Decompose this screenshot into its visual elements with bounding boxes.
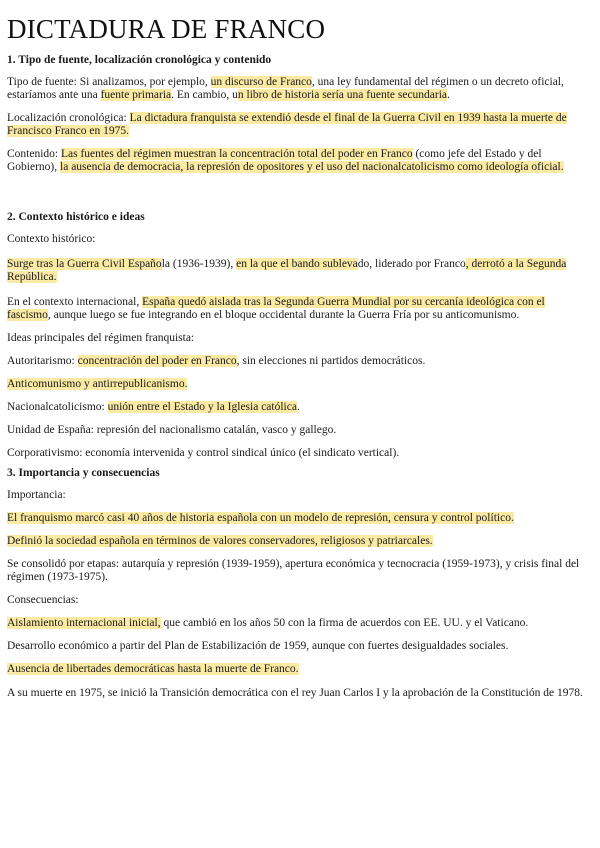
tipo-de-fuente-paragraph: Tipo de fuente: Si analizamos, por ejemplo, un discurso de Franco, una ley fundamental del régimen o un decreto oficial, estaríamos ante una fuente primaria. En cambio, un libro de historia sería una fuente secundaria.	[7, 76, 564, 101]
highlight: en la que el bando subleva	[236, 258, 358, 270]
highlight: Definió la sociedad española en términos de valores conservadores, religiosos y patriarcales.	[7, 535, 433, 547]
highlight: unión entre el Estado y la Iglesia católica	[107, 401, 297, 413]
highlight: Aislamiento internacional inicial,	[7, 617, 161, 629]
highlight: Anticomunismo y antirrepublicanismo.	[7, 378, 188, 390]
anticomunismo-paragraph	[7, 378, 590, 391]
highlight: n libro de historia sería una fuente secundaria	[237, 89, 448, 101]
desarrollo-paragraph: Desarrollo económico a partir del Plan de Estabilización de 1959, aunque con fuertes desigualdades sociales.	[7, 640, 509, 652]
highlight: El franquismo marcó casi 40 años de historia española con un modelo de represión, censura y control político.	[7, 512, 514, 524]
transicion-paragraph: A su muerte en 1975, se inició la Transición democrática con el rey Juan Carlos I y la aprobación de la Constitución de 1978.	[7, 687, 583, 699]
etapas-paragraph: Se consolidó por etapas: autarquía y represión (1939-1959), apertura económica y tecnocracia (1959-1973), y crisis final del régimen (1973-1975).	[7, 558, 580, 583]
highlight: concentración del poder en Franco	[77, 355, 237, 367]
section-3-heading: 3. Importancia y consecuencias	[7, 467, 160, 479]
highlight: Ausencia de libertades democráticas hasta la muerte de Franco.	[7, 663, 299, 675]
contexto-label: Contexto histórico:	[7, 233, 96, 245]
importancia-paragraph-2	[7, 535, 590, 548]
section-2-heading: 2. Contexto histórico e ideas	[7, 211, 145, 223]
nacionalcatolicismo-paragraph: Nacionalcatolicismo: unión entre el Estado y la Iglesia católica.	[7, 401, 300, 413]
highlight: la ausencia de democracia, la represión de opositores y el uso del nacionalcatolicismo como ideología oficial.	[60, 161, 564, 173]
highlight: , derrotó a la Segunda República.	[7, 258, 567, 283]
unidad-paragraph: Unidad de España: represión del nacionalismo catalán, vasco y gallego.	[7, 424, 337, 436]
autoritarismo-paragraph: Autoritarismo: concentración del poder en Franco, sin elecciones ni partidos democráticos.	[7, 355, 426, 367]
corporativismo-paragraph: Corporativismo: economía intervenida y control sindical único (el sindicato vertical).	[7, 447, 400, 459]
section-1-heading: 1. Tipo de fuente, localización cronológica y contenido	[7, 54, 272, 66]
ausencia-paragraph	[7, 663, 590, 676]
highlight: La dictadura franquista se extendió desde el final de la Guerra Civil en 1939 hasta la muerte de Francisco Franco en 1975.	[7, 112, 567, 137]
importancia-paragraph-1	[7, 512, 590, 525]
document-title: DICTADURA DE FRANCO	[7, 14, 326, 44]
contenido-paragraph: Contenido: Las fuentes del régimen muestran la concentración total del poder en Franco (como jefe del Estado y del Gobierno), la ausencia de democracia, la represión de opositores y el uso del nacionalcatolicismo como ideología oficial.	[7, 148, 564, 173]
aislamiento-paragraph: Aislamiento internacional inicial, que cambió en los años 50 con la firma de acuerdos con EE. UU. y el Vaticano.	[7, 617, 529, 629]
highlight: un discurso de Franco	[210, 76, 312, 88]
highlight: Surge tras la Guerra Civil Españo	[7, 258, 162, 270]
highlight: Las fuentes del régimen muestran la concentración total del poder en Franco	[61, 148, 413, 160]
contexto-internacional-paragraph: En el contexto internacional, España quedó aislada tras la Segunda Guerra Mundial por su cercanía ideológica con el fascismo, aunque luego se fue integrando en el bloque occidental durante la Guerra Fría por su anticomunismo.	[7, 296, 545, 321]
importancia-label: Importancia:	[7, 489, 66, 501]
highlight: fuente primaria	[100, 89, 172, 101]
surge-paragraph: Surge tras la Guerra Civil Española (1936-1939), en la que el bando sublevado, liderado por Franco, derrotó a la Segunda República.	[7, 258, 567, 283]
consecuencias-label: Consecuencias:	[7, 594, 79, 606]
highlight: España quedó aislada tras la Segunda Guerra Mundial por su cercanía ideológica con el fascismo	[7, 296, 545, 321]
ideas-label: Ideas principales del régimen franquista:	[7, 332, 195, 344]
localizacion-paragraph: Localización cronológica: La dictadura franquista se extendió desde el final de la Guerra Civil en 1939 hasta la muerte de Francisco Franco en 1975.	[7, 112, 567, 137]
